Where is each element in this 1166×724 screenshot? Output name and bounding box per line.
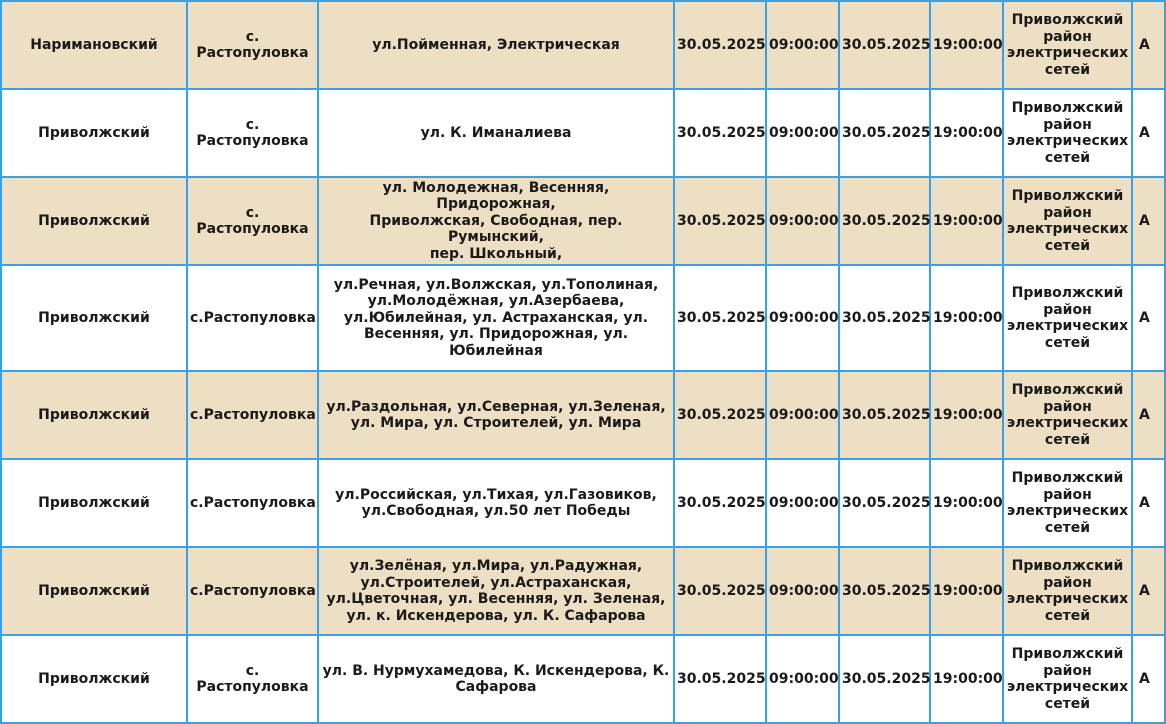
- table-row: [1, 265, 1165, 371]
- extra-cell: А: [1132, 1, 1165, 89]
- start-date-cell: 30.05.2025: [674, 547, 766, 635]
- start-date-cell: 30.05.2025: [674, 177, 766, 265]
- extra-cell: А: [1132, 635, 1165, 723]
- start-date-cell: 30.05.2025: [674, 459, 766, 547]
- organization-cell: Приволжский район электрических сетей: [1003, 265, 1132, 371]
- end-date-cell: 30.05.2025: [839, 635, 930, 723]
- streets-cell: ул.Пойменная, Электрическая: [318, 1, 674, 89]
- extra-cell: А: [1132, 265, 1165, 371]
- organization-cell: Приволжский район электрических сетей: [1003, 547, 1132, 635]
- end-date-cell: 30.05.2025: [839, 89, 930, 177]
- end-date-cell: 30.05.2025: [839, 459, 930, 547]
- table-row: [1, 89, 1165, 177]
- end-date-cell: 30.05.2025: [839, 1, 930, 89]
- start-time-cell: 09:00:00: [766, 547, 839, 635]
- start-date-cell: 30.05.2025: [674, 1, 766, 89]
- organization-cell: Приволжский район электрических сетей: [1003, 177, 1132, 265]
- locality-cell: с.Растопуловка: [187, 371, 318, 459]
- end-date-cell: 30.05.2025: [839, 177, 930, 265]
- extra-cell: А: [1132, 371, 1165, 459]
- end-time-cell: 19:00:00: [930, 635, 1003, 723]
- district-cell: Наримановский: [1, 1, 187, 89]
- table-row: [1, 547, 1165, 635]
- district-cell: Приволжский: [1, 265, 187, 371]
- district-cell: Приволжский: [1, 89, 187, 177]
- start-time-cell: 09:00:00: [766, 89, 839, 177]
- table-row: [1, 635, 1165, 723]
- district-cell: Приволжский: [1, 635, 187, 723]
- organization-cell: Приволжский район электрических сетей: [1003, 371, 1132, 459]
- streets-cell: ул. В. Нурмухамедова, К. Искендерова, К. Сафарова: [318, 635, 674, 723]
- end-date-cell: 30.05.2025: [839, 371, 930, 459]
- end-time-cell: 19:00:00: [930, 1, 1003, 89]
- end-time-cell: 19:00:00: [930, 177, 1003, 265]
- end-date-cell: 30.05.2025: [839, 265, 930, 371]
- district-cell: Приволжский: [1, 177, 187, 265]
- table-row: [1, 177, 1165, 265]
- locality-cell: с. Растопуловка: [187, 1, 318, 89]
- start-time-cell: 09:00:00: [766, 1, 839, 89]
- start-time-cell: 09:00:00: [766, 265, 839, 371]
- extra-cell: А: [1132, 459, 1165, 547]
- start-time-cell: 09:00:00: [766, 635, 839, 723]
- streets-cell: ул. Молодежная, Весенняя, Придорожная, Приволжская, Свободная, пер. Румынский, пер. Школьный,: [318, 177, 674, 265]
- end-time-cell: 19:00:00: [930, 459, 1003, 547]
- locality-cell: с. Растопуловка: [187, 635, 318, 723]
- extra-cell: А: [1132, 547, 1165, 635]
- start-date-cell: 30.05.2025: [674, 265, 766, 371]
- streets-cell: ул.Российская, ул.Тихая, ул.Газовиков, ул.Свободная, ул.50 лет Победы: [318, 459, 674, 547]
- locality-cell: с.Растопуловка: [187, 459, 318, 547]
- extra-cell: А: [1132, 177, 1165, 265]
- locality-cell: с. Растопуловка: [187, 89, 318, 177]
- streets-cell: ул. К. Иманалиева: [318, 89, 674, 177]
- end-time-cell: 19:00:00: [930, 371, 1003, 459]
- end-time-cell: 19:00:00: [930, 89, 1003, 177]
- start-time-cell: 09:00:00: [766, 177, 839, 265]
- locality-cell: с. Растопуловка: [187, 177, 318, 265]
- streets-cell: ул.Зелёная, ул.Мира, ул.Радужная, ул.Строителей, ул.Астраханская, ул.Цветочная, ул. Весенняя, ул. Зеленая, ул. к. Искендерова, ул. К. Сафарова: [318, 547, 674, 635]
- organization-cell: Приволжский район электрических сетей: [1003, 459, 1132, 547]
- end-time-cell: 19:00:00: [930, 265, 1003, 371]
- table-row: [1, 459, 1165, 547]
- start-date-cell: 30.05.2025: [674, 635, 766, 723]
- table-row: [1, 371, 1165, 459]
- district-cell: Приволжский: [1, 459, 187, 547]
- table-row: [1, 1, 1165, 89]
- district-cell: Приволжский: [1, 371, 187, 459]
- start-date-cell: 30.05.2025: [674, 371, 766, 459]
- organization-cell: Приволжский район электрических сетей: [1003, 89, 1132, 177]
- organization-cell: Приволжский район электрических сетей: [1003, 1, 1132, 89]
- start-date-cell: 30.05.2025: [674, 89, 766, 177]
- streets-cell: ул.Речная, ул.Волжская, ул.Тополиная, ул.Молодёжная, ул.Азербаева, ул.Юбилейная, ул. Астраханская, ул. Весенняя, ул. Придорожная, ул. Юбилейная: [318, 265, 674, 371]
- organization-cell: Приволжский район электрических сетей: [1003, 635, 1132, 723]
- start-time-cell: 09:00:00: [766, 371, 839, 459]
- end-time-cell: 19:00:00: [930, 547, 1003, 635]
- district-cell: Приволжский: [1, 547, 187, 635]
- extra-cell: А: [1132, 89, 1165, 177]
- start-time-cell: 09:00:00: [766, 459, 839, 547]
- locality-cell: с.Растопуловка: [187, 265, 318, 371]
- end-date-cell: 30.05.2025: [839, 547, 930, 635]
- streets-cell: ул.Раздольная, ул.Северная, ул.Зеленая, ул. Мира, ул. Строителей, ул. Мира: [318, 371, 674, 459]
- locality-cell: с.Растопуловка: [187, 547, 318, 635]
